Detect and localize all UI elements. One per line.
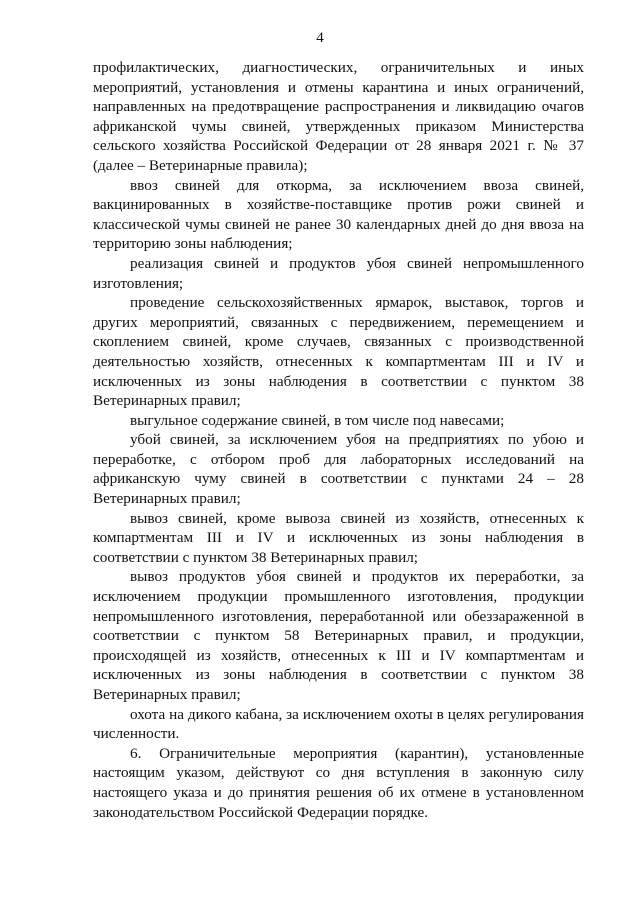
paragraph-boar-hunting: охота на дикого кабана, за исключением охоты в целях регулирования численности. [93, 705, 584, 743]
paragraph-sale-pigs: реализация свиней и продуктов убоя свиней непромышленного изготовления; [93, 254, 584, 292]
paragraph-section-6: 6. Ограничительные мероприятия (карантин), установленные настоящим указом, действуют со дня вступления в законную силу настоящего указа и до принятия решения об их отмене в установленном законодательством Российской Федерации порядке. [93, 744, 584, 821]
document-body [93, 58, 584, 822]
paragraph-import-pigs: ввоз свиней для откорма, за исключением ввоза свиней, вакцинированных в хозяйстве-поставщике против рожи свиней и классической чумы свиней не ранее 30 календарных дней до дня ввоза на территорию зоны наблюдения; [93, 176, 584, 253]
paragraph-rules-continuation: профилактических, диагностических, ограничительных и иных мероприятий, установления и отмены карантина и иных ограничений, направленных на предотвращение распространения и ликвидацию очагов африканской чумы свиней, утвержденных приказом Министерства сельского хозяйства Российской Федерации от 28 января 2021 г. № 37 (далее – Ветеринарные правила); [93, 59, 584, 174]
paragraph-export-pigs: вывоз свиней, кроме вывоза свиней из хозяйств, отнесенных к компартментам III и IV и исключенных из зоны наблюдения в соответствии с пунктом 38 Ветеринарных правил; [93, 509, 584, 566]
paragraph-slaughter: убой свиней, за исключением убоя на предприятиях по убою и переработке, с отбором проб для лабораторных исследований на африканскую чуму свиней в соответствии с пунктами 24 – 28 Ветеринарных правил; [93, 431, 584, 508]
paragraph-fairs-exhibitions: проведение сельскохозяйственных ярмарок, выставок, торгов и других мероприятий, связанных с передвижением, перемещением и скоплением свиней, кроме случаев, связанных с производственной деятельностью хозяйств, отнесенных к компартментам III и IV и исключенных из зоны наблюдения в соответствии с пунктом 38 Ветеринарных правил; [93, 294, 584, 410]
paragraph-free-range-keeping: выгульное содержание свиней, в том числе под навесами; [130, 411, 505, 429]
paragraph-export-products: вывоз продуктов убоя свиней и продуктов их переработки, за исключением продукции промышленного изготовления, продукции непромышленного изготовления, переработанной или обеззараженной в соответствии с пунктом 58 Ветеринарных правил, и продукции, происходящей из хозяйств, отнесенных к III и IV компартментам и исключенных из зоны наблюдения в соответствии с пунктом 38 Ветеринарных правил; [93, 568, 584, 703]
page-number: 4 [316, 30, 324, 46]
